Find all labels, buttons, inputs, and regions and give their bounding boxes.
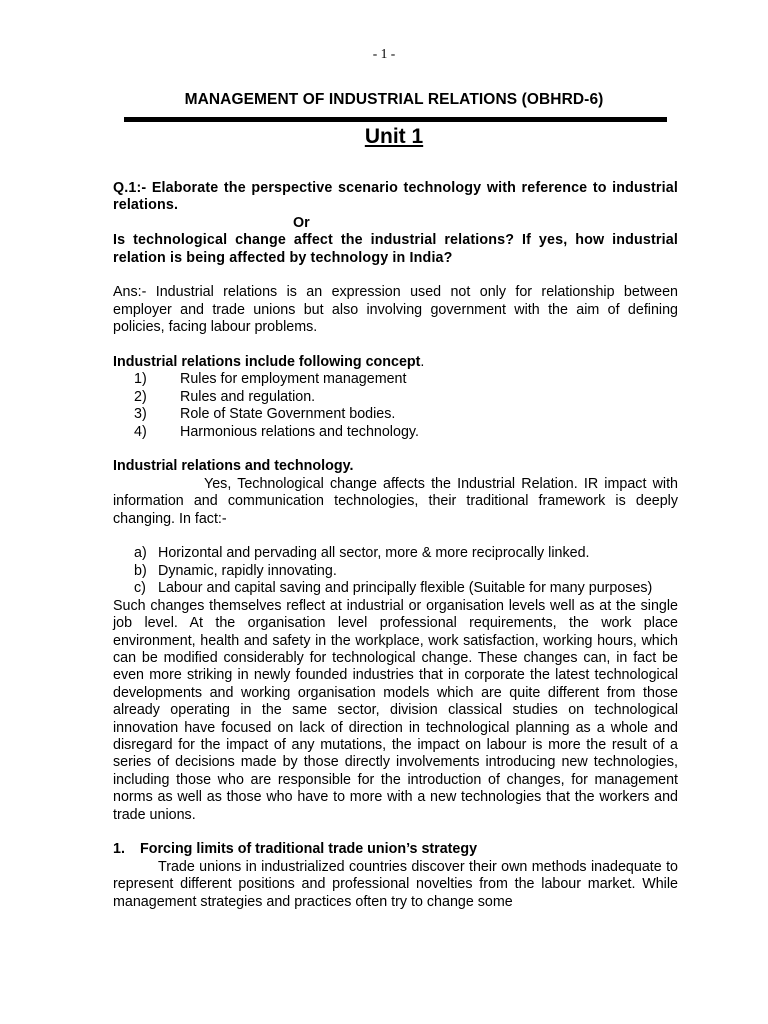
list-item bbox=[113, 406, 678, 423]
list-item-number: 4) bbox=[134, 423, 147, 440]
list-item-text: Rules for employment management bbox=[180, 371, 407, 388]
concepts-list bbox=[113, 371, 678, 441]
list-item-text: Role of State Government bodies. bbox=[180, 406, 396, 423]
tech-section-intro: Yes, Technological change affects the Industrial Relation. IR impact with information and communication technologies, their traditional framework is deeply changing. In fact:- bbox=[113, 475, 678, 527]
list-item-letter: c) bbox=[134, 580, 146, 597]
list-item bbox=[113, 580, 678, 597]
list-item bbox=[113, 545, 678, 562]
list-item-number: 1) bbox=[134, 371, 147, 388]
list-item-text: Dynamic, rapidly innovating. bbox=[158, 562, 337, 579]
list-item-text: Labour and capital saving and principally flexible (Suitable for many purposes) bbox=[158, 580, 653, 597]
list-item bbox=[113, 371, 678, 388]
title-rule bbox=[124, 117, 667, 122]
question-2: Is technological change affect the industrial relations? If yes, how industrial relation is being affected by technology in India? bbox=[113, 232, 678, 266]
list-item-letter: b) bbox=[134, 562, 147, 579]
tech-section-paragraph: Such changes themselves reflect at industrial or organisation levels well as at the single job level. At the organisation level professional requirements, the work place environment, health and safety in the workplace, work satisfaction, working hours, which can be modified considerably for technological change. These changes can, in fact be even more striking in newly founded industries that in corporate the latest technological developments and working organisation models which are quite different from those already operating in the same sector, division classical studies on technological innovation have focused on lack of direction in technological planning as a whole and disregard for the impact of any mutations, the impact on labour is more the result of a series of decisions made by those directly involvements introducing new technologies, including those who are responsible for the introduction of changes, for management norms as well as those who have to more with a new technologies that the workers and trade unions. bbox=[113, 597, 678, 823]
section-1-text: Trade unions in industrialized countries discover their own methods inadequate to represent different positions and professional novelties from the labour market. While management strategies and practices often try to change some bbox=[113, 858, 678, 910]
list-item bbox=[113, 563, 678, 580]
document-body bbox=[113, 180, 678, 911]
course-title: MANAGEMENT OF INDUSTRIAL RELATIONS (OBHRD-6) bbox=[184, 91, 604, 108]
answer-intro: Ans:- Industrial relations is an expression used not only for relationship between employer and trade unions but also involving government with the aim of defining policies, facing labour problems. bbox=[113, 284, 678, 336]
question-or: Or bbox=[293, 214, 310, 231]
section-1-heading bbox=[113, 841, 678, 858]
page-number: - 1 - bbox=[372, 46, 396, 61]
list-item-text: Harmonious relations and technology. bbox=[180, 423, 419, 440]
list-item-text: Horizontal and pervading all sector, more & more reciprocally linked. bbox=[158, 545, 590, 562]
list-item-number: 2) bbox=[134, 388, 147, 405]
concepts-heading bbox=[113, 354, 678, 371]
concepts-heading-text: Industrial relations include following concept bbox=[113, 354, 421, 371]
list-item bbox=[113, 389, 678, 406]
tech-section-heading: Industrial relations and technology. bbox=[113, 458, 354, 475]
tech-features-list bbox=[113, 545, 678, 597]
list-item bbox=[113, 424, 678, 441]
list-item-number: 3) bbox=[134, 406, 147, 423]
question-1: Q.1:- Elaborate the perspective scenario technology with reference to industrial relations. bbox=[113, 180, 678, 214]
section-1-number: 1. bbox=[113, 841, 125, 858]
unit-title: Unit 1 bbox=[364, 125, 424, 148]
section-1-title: Forcing limits of traditional trade union’s strategy bbox=[140, 841, 478, 858]
concepts-heading-end: . bbox=[420, 354, 425, 371]
list-item-text: Rules and regulation. bbox=[180, 388, 316, 405]
list-item-letter: a) bbox=[134, 545, 147, 562]
